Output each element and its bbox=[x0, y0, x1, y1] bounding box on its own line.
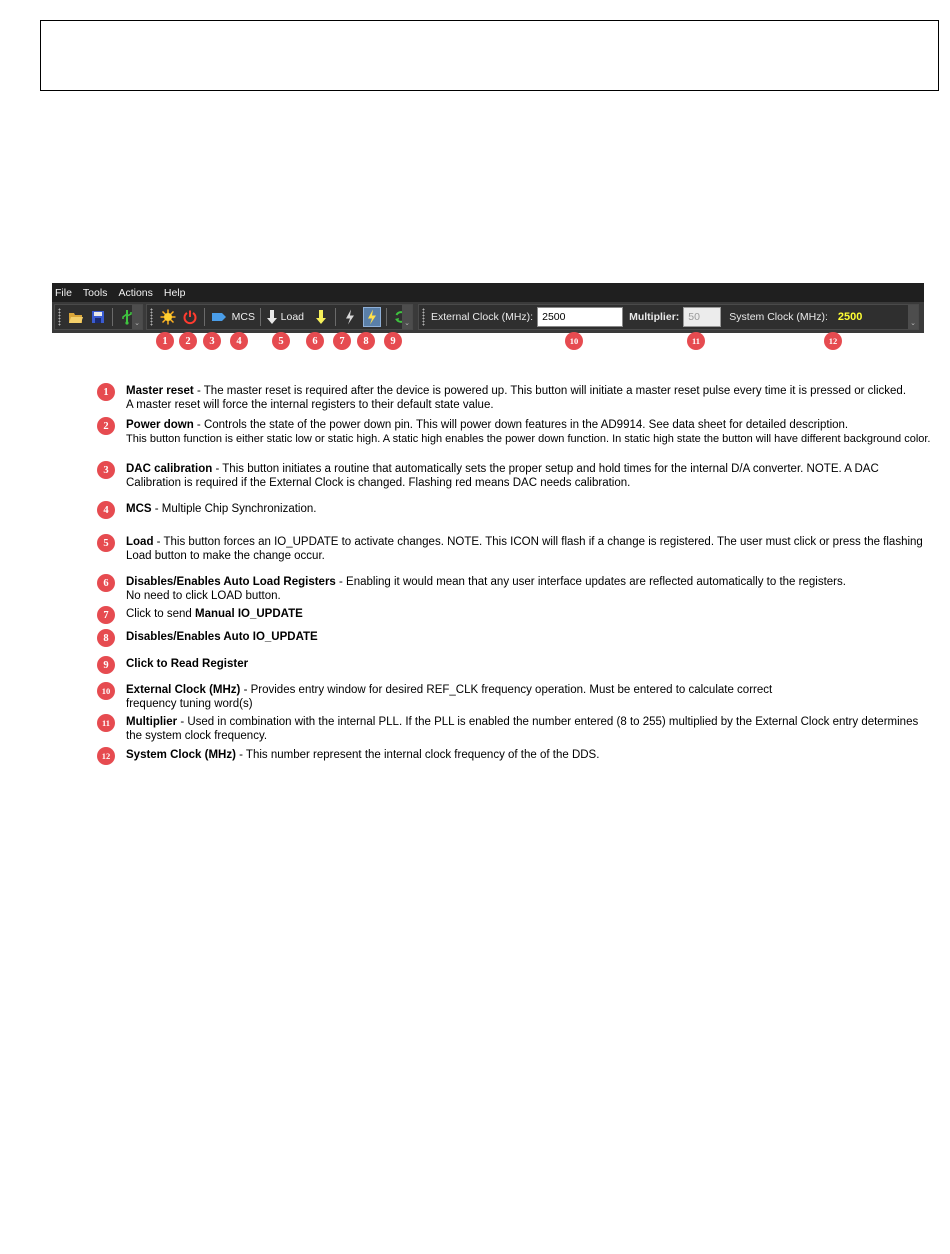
toolbar-device-section bbox=[146, 304, 413, 330]
manual-io-update-button[interactable] bbox=[341, 307, 359, 327]
master-reset-button[interactable] bbox=[159, 307, 177, 327]
toolbar-separator bbox=[204, 308, 205, 326]
toolbar-row bbox=[52, 302, 924, 333]
menu-bar bbox=[52, 283, 924, 302]
power-icon bbox=[182, 309, 198, 325]
legend-badge: 4 bbox=[97, 501, 115, 519]
toolbar-separator bbox=[112, 308, 113, 326]
floppy-save-icon bbox=[91, 310, 105, 324]
legend-badge: 9 bbox=[97, 656, 115, 674]
legend-text: Click to send Manual IO_UPDATE bbox=[126, 608, 303, 620]
menu-help[interactable]: Help bbox=[163, 286, 186, 299]
legend-text: Master reset - The master reset is required after the device is powered up. This button will initiate a master reset pulse every time it is pressed or clicked. A master reset will force the internal registers to their default state value. bbox=[126, 385, 907, 411]
menu-file[interactable]: File bbox=[55, 286, 72, 299]
mcs-button[interactable]: MCS bbox=[231, 311, 255, 323]
menu-tools[interactable]: Tools bbox=[82, 286, 108, 299]
tag-icon bbox=[211, 311, 227, 323]
arrow-down-icon bbox=[315, 309, 327, 325]
load-button[interactable] bbox=[266, 307, 304, 327]
toolbar-separator bbox=[386, 308, 387, 326]
sunburst-icon bbox=[160, 309, 176, 325]
menu-actions[interactable]: Actions bbox=[118, 286, 153, 299]
toolbar-file-section bbox=[54, 304, 143, 330]
folder-open-icon bbox=[68, 310, 84, 324]
legend-badge: 3 bbox=[97, 461, 115, 479]
auto-io-update-button[interactable] bbox=[363, 307, 381, 327]
legend-badge: 8 bbox=[97, 629, 115, 647]
lightning-icon bbox=[345, 309, 355, 325]
system-clock-label: System Clock (MHz): bbox=[729, 311, 828, 323]
multiplier-label: Multiplier: bbox=[629, 311, 680, 323]
legend-badge: 2 bbox=[97, 417, 115, 435]
toolbar-overflow-button[interactable]: ⌄ bbox=[132, 305, 142, 329]
app-toolbar-screenshot bbox=[52, 283, 924, 333]
callout-badge: 5 bbox=[272, 332, 290, 350]
auto-load-registers-button[interactable] bbox=[312, 307, 330, 327]
toolbar-overflow-button[interactable]: ⌄ bbox=[908, 305, 918, 329]
legend-badge: 1 bbox=[97, 383, 115, 401]
callout-badge: 6 bbox=[306, 332, 324, 350]
load-label: Load bbox=[280, 311, 305, 323]
toolbar-overflow-button[interactable]: ⌄ bbox=[402, 305, 412, 329]
callout-badge: 3 bbox=[203, 332, 221, 350]
external-clock-input[interactable] bbox=[537, 307, 623, 327]
open-button[interactable] bbox=[67, 307, 85, 327]
legend-text: DAC calibration - This button initiates a routine that automatically sets the proper setup and hold times for the internal D/A converter. NOTE. A DAC Calibration is required if the External Clock is changed. Flashing red means DAC needs calibration. bbox=[126, 463, 879, 489]
multiplier-input[interactable] bbox=[683, 307, 721, 327]
toolbar-grip[interactable] bbox=[150, 308, 153, 326]
external-clock-label: External Clock (MHz): bbox=[431, 311, 534, 323]
legend-text: MCS - Multiple Chip Synchronization. bbox=[126, 503, 317, 515]
legend-badge: 7 bbox=[97, 606, 115, 624]
legend-badge: 11 bbox=[97, 714, 115, 732]
arrow-down-icon bbox=[266, 309, 277, 325]
legend-badge: 6 bbox=[97, 574, 115, 592]
toolbar-grip[interactable] bbox=[58, 308, 61, 326]
power-down-button[interactable] bbox=[181, 307, 199, 327]
toolbar-clock-section bbox=[418, 304, 919, 330]
callout-badge: 9 bbox=[384, 332, 402, 350]
callout-badge: 7 bbox=[333, 332, 351, 350]
save-button[interactable] bbox=[89, 307, 107, 327]
legend-badge: 10 bbox=[97, 682, 115, 700]
callout-badge: 2 bbox=[179, 332, 197, 350]
legend-text: Disables/Enables Auto IO_UPDATE bbox=[126, 631, 318, 643]
system-clock-value: 2500 bbox=[837, 311, 863, 323]
toolbar-grip[interactable] bbox=[422, 308, 425, 326]
legend-text: System Clock (MHz) - This number represent the internal clock frequency of the of the DDS. bbox=[126, 749, 600, 761]
legend-badge: 12 bbox=[97, 747, 115, 765]
callout-badge: 1 bbox=[156, 332, 174, 350]
dac-calibration-button[interactable] bbox=[210, 307, 228, 327]
legend-text: Multiplier - Used in combination with the internal PLL. If the PLL is enabled the number entered (8 to 255) multiplied by the External Clock entry determines the system clock frequency. bbox=[126, 716, 919, 742]
legend-badge: 5 bbox=[97, 534, 115, 552]
callout-badge: 10 bbox=[565, 332, 583, 350]
toolbar-separator bbox=[335, 308, 336, 326]
legend-text: Click to Read Register bbox=[126, 658, 249, 670]
callout-badge: 12 bbox=[824, 332, 842, 350]
callout-badge: 4 bbox=[230, 332, 248, 350]
lightning-toggle-icon bbox=[367, 309, 377, 325]
legend-text: Power down - Controls the state of the power down pin. This will power down features in the AD9914. See data sheet for detailed description. This button function is either static low or static high. A static high enables the power down function. In static high state the button will have different background color. bbox=[126, 419, 931, 445]
legend-text: Load - This button forces an IO_UPDATE to activate changes. NOTE. This ICON will flash if a change is registered. The user must click or press the flashing Load button to make the change occur. bbox=[126, 536, 923, 562]
legend-text: External Clock (MHz) - Provides entry window for desired REF_CLK frequency operation. Must be entered to calculate correct frequency tuning word(s) bbox=[126, 684, 773, 710]
callout-badge: 11 bbox=[687, 332, 705, 350]
toolbar-separator bbox=[260, 308, 261, 326]
callout-badge: 8 bbox=[357, 332, 375, 350]
header-frame bbox=[40, 20, 939, 91]
legend-text: Disables/Enables Auto Load Registers - Enabling it would mean that any user interface updates are reflected automatically to the registers. No need to click LOAD button. bbox=[126, 576, 846, 602]
